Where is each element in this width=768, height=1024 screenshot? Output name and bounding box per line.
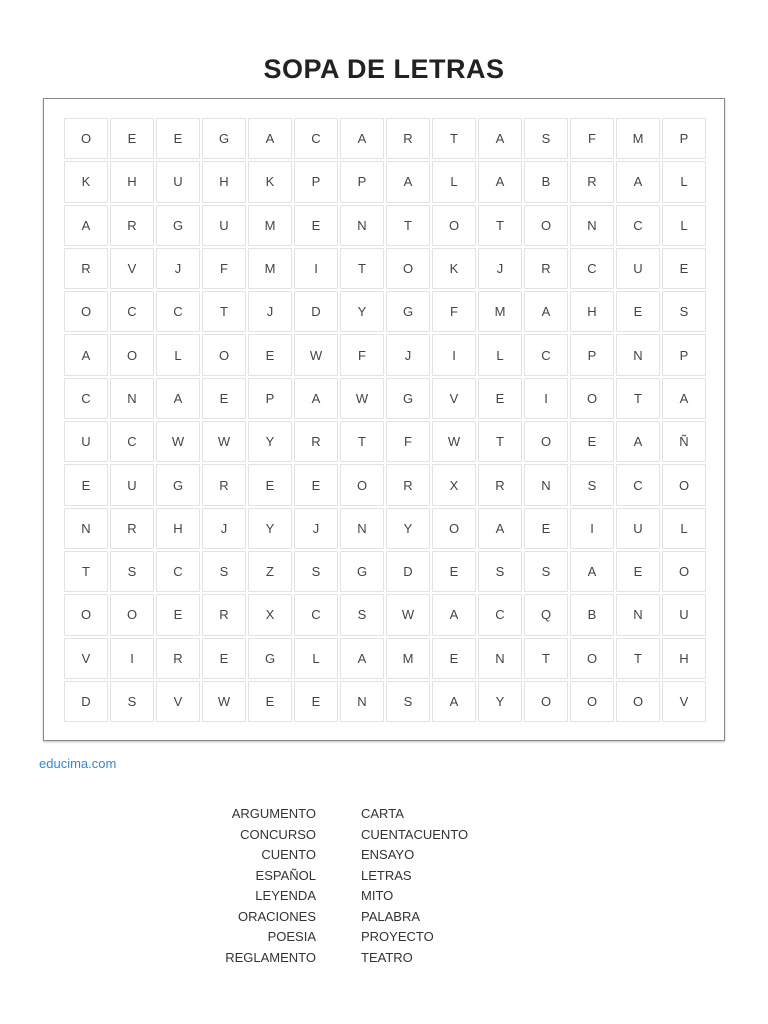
letter-cell[interactable]: A [432,594,476,635]
letter-cell[interactable]: O [570,681,614,722]
letter-cell[interactable]: A [340,638,384,679]
letter-cell[interactable]: F [432,291,476,332]
letter-cell[interactable]: A [478,161,522,202]
letter-cell[interactable]: R [570,161,614,202]
letter-cell[interactable]: S [478,551,522,592]
letter-cell[interactable]: O [524,205,568,246]
letter-cell[interactable]: J [202,508,246,549]
word-search-board [43,98,725,741]
letter-cell[interactable]: P [570,334,614,375]
letter-cell[interactable]: N [340,205,384,246]
letter-cell[interactable]: U [616,248,660,289]
letter-cell[interactable]: I [432,334,476,375]
letter-cell[interactable]: E [156,594,200,635]
letter-cell[interactable]: N [340,681,384,722]
letter-cell[interactable]: V [156,681,200,722]
letter-cell[interactable]: R [294,421,338,462]
letter-cell[interactable]: R [202,594,246,635]
letter-cell[interactable]: O [340,464,384,505]
letter-cell[interactable]: X [432,464,476,505]
letter-cell[interactable]: E [616,551,660,592]
letter-cell[interactable]: D [294,291,338,332]
word-list-item: PROYECTO [361,929,434,944]
letter-cell[interactable]: N [478,638,522,679]
letter-cell[interactable]: C [294,118,338,159]
letter-cell[interactable]: E [570,421,614,462]
letter-cell[interactable]: K [248,161,292,202]
letter-cell[interactable]: R [110,508,154,549]
letter-cell[interactable]: O [616,681,660,722]
letter-cell[interactable]: Ñ [662,421,706,462]
letter-cell[interactable]: V [662,681,706,722]
letter-cell[interactable]: D [386,551,430,592]
letter-cell[interactable]: X [248,594,292,635]
letter-cell[interactable]: C [110,291,154,332]
letter-cell[interactable]: C [616,464,660,505]
letter-cell[interactable]: A [432,681,476,722]
word-list-item: ESPAÑOL [255,867,316,883]
letter-cell[interactable]: E [524,508,568,549]
page-title: SOPA DE LETRAS [263,54,505,84]
letter-cell[interactable]: Y [248,508,292,549]
letter-cell[interactable]: O [662,464,706,505]
word-list-item: CUENTO [261,847,316,862]
letter-cell[interactable]: H [156,508,200,549]
letter-cell[interactable]: H [110,161,154,202]
word-list-item: CUENTACUENTO [361,826,469,842]
letter-cell[interactable]: A [478,118,522,159]
letter-cell[interactable]: Y [478,681,522,722]
word-list-item: MITO [361,888,394,903]
letter-cell[interactable]: K [64,161,108,202]
letter-cell[interactable]: I [294,248,338,289]
letter-cell[interactable]: R [524,248,568,289]
letter-cell[interactable]: E [294,205,338,246]
letter-cell[interactable]: O [524,681,568,722]
letter-cell[interactable]: T [386,205,430,246]
letter-cell[interactable]: P [662,334,706,375]
letter-cell[interactable]: H [570,291,614,332]
letter-cell[interactable]: E [202,638,246,679]
letter-cell[interactable]: O [432,205,476,246]
letter-cell[interactable]: A [570,551,614,592]
letter-cell[interactable]: M [248,248,292,289]
word-list-item: REGLAMENTO [225,949,316,965]
letter-cell[interactable]: G [340,551,384,592]
letter-cell[interactable]: J [386,334,430,375]
letter-cell[interactable]: A [64,205,108,246]
word-list-left-column [225,804,316,968]
letter-cell[interactable]: A [156,378,200,419]
letter-cell[interactable]: S [524,118,568,159]
letter-cell[interactable]: E [294,464,338,505]
source-link[interactable]: educima.com [39,756,117,771]
letter-cell[interactable]: A [616,161,660,202]
letter-cell[interactable]: S [524,551,568,592]
letter-cell[interactable]: G [386,291,430,332]
letter-cell[interactable]: T [340,248,384,289]
letter-cell[interactable]: E [64,464,108,505]
letter-cell[interactable]: S [340,594,384,635]
letter-cell[interactable]: F [340,334,384,375]
letter-cell[interactable]: A [662,378,706,419]
letter-cell[interactable]: S [294,551,338,592]
letter-cell[interactable]: B [570,594,614,635]
word-list-item: PALABRA [361,908,421,924]
letter-cell[interactable]: J [478,248,522,289]
letter-cell[interactable]: N [616,594,660,635]
letter-cell[interactable]: W [202,421,246,462]
letter-cell[interactable]: L [156,334,200,375]
letter-cell[interactable]: C [616,205,660,246]
letter-cell[interactable]: R [156,638,200,679]
letter-cell[interactable]: C [156,291,200,332]
letter-cell[interactable]: S [202,551,246,592]
letter-cell[interactable]: S [386,681,430,722]
letter-cell[interactable]: O [386,248,430,289]
letter-cell[interactable]: O [64,118,108,159]
letter-cell[interactable]: T [478,205,522,246]
letter-cell[interactable]: E [248,334,292,375]
letter-cell[interactable]: N [616,334,660,375]
letter-cell[interactable]: O [570,638,614,679]
letter-cell[interactable]: A [524,291,568,332]
letter-cell[interactable]: W [386,594,430,635]
letter-cell[interactable]: F [386,421,430,462]
letter-cell[interactable]: G [248,638,292,679]
letter-cell[interactable]: U [662,594,706,635]
letter-cell[interactable]: A [294,378,338,419]
letter-cell[interactable]: P [662,118,706,159]
letter-cell[interactable]: V [64,638,108,679]
letter-cell[interactable]: M [478,291,522,332]
letter-cell[interactable]: H [202,161,246,202]
letter-cell[interactable]: H [662,638,706,679]
letter-cell[interactable]: E [294,681,338,722]
letter-cell[interactable]: T [478,421,522,462]
letter-cell[interactable]: O [524,421,568,462]
letter-cell[interactable]: O [570,378,614,419]
word-list-item: LETRAS [361,867,412,883]
letter-cell[interactable]: N [64,508,108,549]
letter-cell[interactable]: L [662,508,706,549]
letter-cell[interactable]: L [662,161,706,202]
letter-cell[interactable]: M [248,205,292,246]
letter-cell[interactable]: G [386,378,430,419]
letter-cell[interactable]: G [156,464,200,505]
letter-cell[interactable]: O [64,594,108,635]
letter-cell[interactable]: E [202,378,246,419]
letter-cell[interactable]: I [524,378,568,419]
letter-cell[interactable]: Y [340,291,384,332]
letter-cell[interactable]: E [478,378,522,419]
letter-cell[interactable]: A [248,118,292,159]
letter-cell[interactable]: Y [248,421,292,462]
word-list-item: LEYENDA [255,888,316,903]
letter-cell[interactable]: T [616,378,660,419]
word-list-item: POESIA [267,929,316,944]
letter-cell[interactable]: C [570,248,614,289]
letter-cell[interactable]: P [248,378,292,419]
letter-cell[interactable]: L [432,161,476,202]
letter-cell[interactable]: T [64,551,108,592]
word-list-item: TEATRO [361,949,413,965]
letter-cell[interactable]: M [386,638,430,679]
word-list-right-column [361,804,468,968]
letter-cell[interactable]: D [64,681,108,722]
letter-cell[interactable]: J [156,248,200,289]
letter-cell[interactable]: O [110,594,154,635]
letter-cell[interactable]: E [110,118,154,159]
letter-cell[interactable]: V [110,248,154,289]
letter-cell[interactable]: B [524,161,568,202]
letter-cell[interactable]: W [432,421,476,462]
letter-cell[interactable]: U [156,161,200,202]
letter-cell[interactable]: S [110,551,154,592]
letter-cell[interactable]: Y [386,508,430,549]
letter-cell[interactable]: E [432,551,476,592]
letter-cell[interactable]: T [202,291,246,332]
letter-cell[interactable]: O [662,551,706,592]
letter-cell[interactable]: O [202,334,246,375]
letter-cell[interactable]: W [156,421,200,462]
word-list-item: ORACIONES [237,908,316,924]
letter-cell[interactable]: R [478,464,522,505]
letter-cell[interactable]: E [616,291,660,332]
letter-cell[interactable]: R [386,118,430,159]
letter-cell[interactable]: I [110,638,154,679]
word-list-item: ARGUMENTO [231,806,316,821]
letter-cell[interactable]: U [64,421,108,462]
letter-cell[interactable]: N [524,464,568,505]
letter-cell[interactable]: L [478,334,522,375]
letter-cell[interactable]: O [64,291,108,332]
letter-cell[interactable]: K [432,248,476,289]
letter-cell[interactable]: T [340,421,384,462]
letter-cell[interactable]: W [340,378,384,419]
letter-cell[interactable]: I [570,508,614,549]
letter-cell[interactable]: P [340,161,384,202]
letter-cell[interactable]: J [248,291,292,332]
letter-cell[interactable]: T [524,638,568,679]
letter-grid [63,117,707,723]
letter-cell[interactable]: F [570,118,614,159]
letter-cell[interactable]: P [294,161,338,202]
letter-cell[interactable]: S [662,291,706,332]
letter-cell[interactable]: E [432,638,476,679]
letter-cell[interactable]: A [616,421,660,462]
letter-cell[interactable]: A [340,118,384,159]
letter-cell[interactable]: N [340,508,384,549]
letter-cell[interactable]: E [248,681,292,722]
letter-cell[interactable]: O [110,334,154,375]
letter-cell[interactable]: R [110,205,154,246]
letter-cell[interactable]: A [478,508,522,549]
letter-cell[interactable]: T [432,118,476,159]
letter-cell[interactable]: T [616,638,660,679]
word-list-item: CONCURSO [240,826,316,842]
letter-cell[interactable]: U [110,464,154,505]
letter-cell[interactable]: Z [248,551,292,592]
letter-cell[interactable]: S [110,681,154,722]
letter-cell[interactable]: W [202,681,246,722]
letter-cell[interactable]: L [294,638,338,679]
letter-cell[interactable]: R [386,464,430,505]
letter-cell[interactable]: C [156,551,200,592]
letter-cell[interactable]: E [156,118,200,159]
letter-cell[interactable]: Q [524,594,568,635]
letter-cell[interactable]: R [64,248,108,289]
letter-cell[interactable]: C [64,378,108,419]
letter-cell[interactable]: G [202,118,246,159]
letter-cell[interactable]: C [478,594,522,635]
letter-cell[interactable]: V [432,378,476,419]
letter-cell[interactable]: W [294,334,338,375]
letter-cell[interactable]: S [570,464,614,505]
letter-cell[interactable]: U [616,508,660,549]
letter-cell[interactable]: M [616,118,660,159]
letter-cell[interactable]: R [202,464,246,505]
letter-cell[interactable]: A [386,161,430,202]
letter-cell[interactable]: L [662,205,706,246]
word-list-item: ENSAYO [361,847,415,862]
letter-cell[interactable]: C [524,334,568,375]
letter-cell[interactable]: N [110,378,154,419]
word-list-item: CARTA [361,806,404,821]
letter-cell[interactable]: N [570,205,614,246]
letter-cell[interactable]: C [294,594,338,635]
letter-cell[interactable]: G [156,205,200,246]
letter-cell[interactable]: C [110,421,154,462]
letter-cell[interactable]: F [202,248,246,289]
letter-cell[interactable]: A [64,334,108,375]
letter-cell[interactable]: E [248,464,292,505]
letter-cell[interactable]: J [294,508,338,549]
letter-cell[interactable]: O [432,508,476,549]
letter-cell[interactable]: U [202,205,246,246]
letter-cell[interactable]: E [662,248,706,289]
